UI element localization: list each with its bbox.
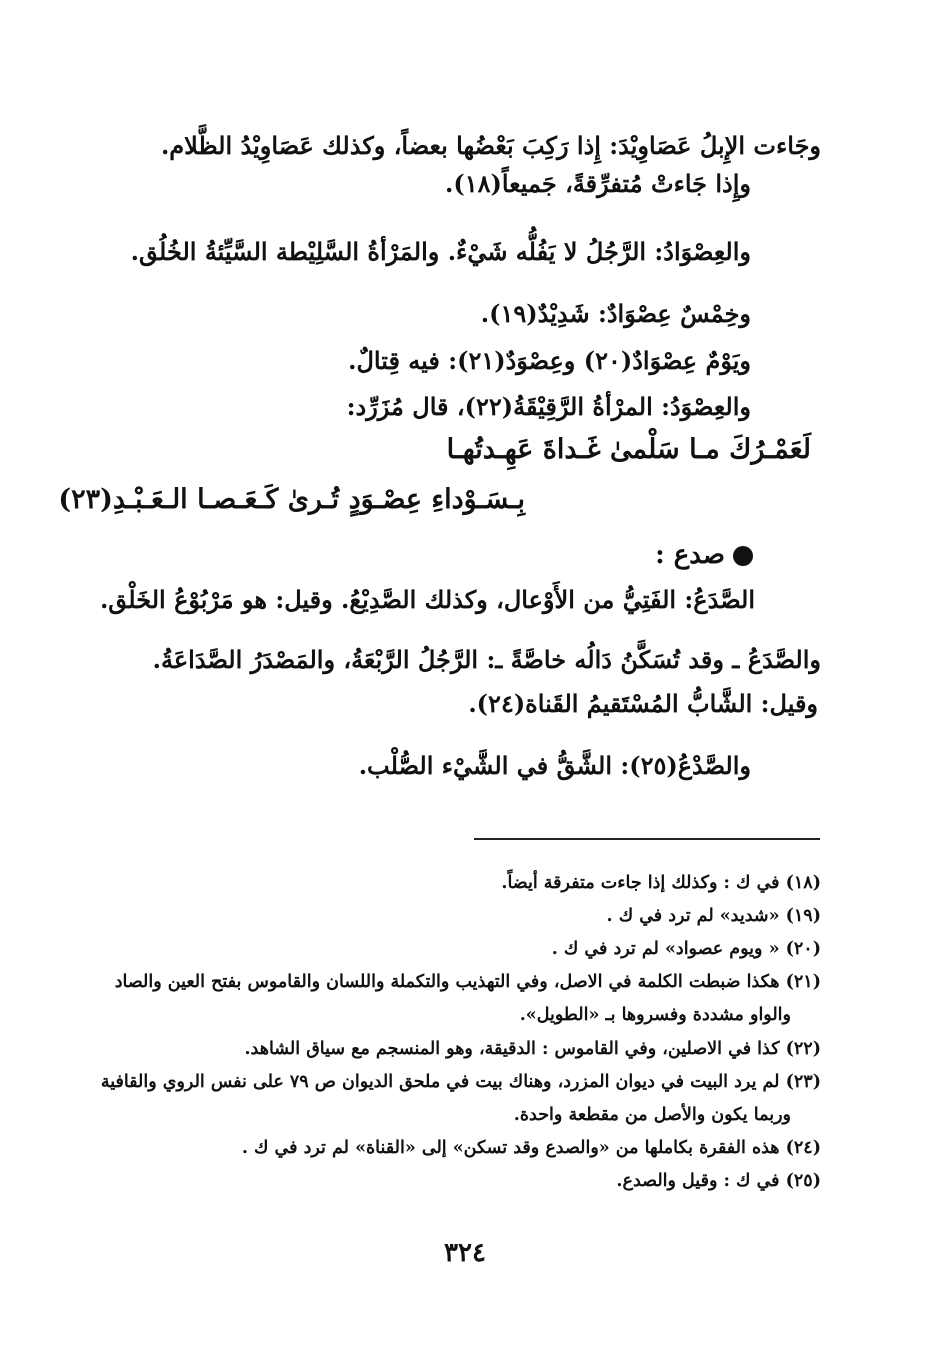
bullet-icon [733,546,753,566]
main-line-3: والعِصْوَادُ: الرَّجُلُ لا يَفُلُّه شَيْءٌ. والمَرْأةُ السَّلِيْطة السَّيِّئةُ الخُلُق. [130,237,751,266]
verse-hemistich-1: لَعَمْـرُكَ مـا سَلْمىٰ غَـداةَ عَهِـدتُهـا [446,434,811,465]
main-line-6: والعِصْوَدُ: المرْأةُ الرَّقِيْقَةُ(٢٢)، قال مُزَرِّد: [346,392,751,421]
section-line-2: والصَّدَعُ ـ وقد تُسَكَّنُ دَالُه خاصَّةً ـ: الرَّجُلُ الرَّبْعَةُ، والمَصْدَرُ الصَّدَاعَةُ. [152,645,821,674]
section-line-1: الصَّدَعُ: الفَتِيُّ من الأَوْعال، وكذلك الصَّدِيْعُ. وقيل: هو مَرْبُوْعُ الخَلْق. [99,585,755,614]
footnote-23: (٢٣) لم يرد البيت في ديوان المزرد، وهناك بيت في ملحق الديوان ص ٧٩ على نفس الروي والقافية [100,1072,821,1092]
footnote-23-cont: وربما يكون والأصل من مقطعة واحدة. [513,1105,791,1125]
footnote-18: (١٨) في ك : وكذلك إذا جاءت متفرقة أيضاً. [501,873,821,893]
verse-hemistich-2: بِـسَـوْداءِ عِصْـوَدٍ تُـرىٰ كَـعَـصـا الـعَـبْـدِ(٢٣) [58,484,525,515]
footnote-21-cont: والواو مشددة وفسروها بـ «الطويل». [519,1005,791,1025]
footnote-19: (١٩) «شديد» لم ترد في ك . [606,906,821,926]
footnote-24: (٢٤) هذه الفقرة بكاملها من «والصدع وقد تسكن» إلى «القناة» لم ترد في ك . [241,1138,821,1158]
footnote-divider [474,838,820,840]
section-heading [655,540,753,571]
footnote-22: (٢٢) كذا في الاصلين، وفي القاموس : الدقيقة، وهو المنسجم مع سياق الشاهد. [244,1039,821,1059]
main-line-2: وإِذا جَاءتْ مُتفرِّقةً، جَميعاً(١٨). [445,169,751,198]
main-line-4: وخِمْسٌ عِصْوَادٌ: شَدِيْدٌ(١٩). [480,299,751,328]
section-line-4: والصَّدْعُ(٢٥): الشَّقُّ في الشَّيْء الصُّلْب. [358,751,751,780]
section-line-3: وقيل: الشَّابُّ المُسْتَقيمُ القَناة(٢٤). [468,689,818,718]
footnote-25: (٢٥) في ك : وقيل والصدع. [616,1171,821,1191]
main-line-1: وجَاءت الإِبلُ عَصَاوِيْدَ: إِذا رَكِبَ بَعْضُها بعضاً، وكذلك عَصَاوِيْدُ الظَّلام. [160,131,821,160]
footnote-21: (٢١) هكذا ضبطت الكلمة في الاصل، وفي التهذيب والتكملة واللسان والقاموس بفتح العين والصاد [114,972,821,992]
footnote-20: (٢٠) « ويوم عصواد» لم ترد في ك . [551,939,821,959]
section-heading-text: صدع : [655,540,725,570]
page-number: ٣٢٤ [444,1238,486,1268]
main-line-5: ويَوْمٌ عِصْوَادٌ(٢٠) وعِصْوَدٌ(٢١): فيه قِتالٌ. [348,346,751,375]
